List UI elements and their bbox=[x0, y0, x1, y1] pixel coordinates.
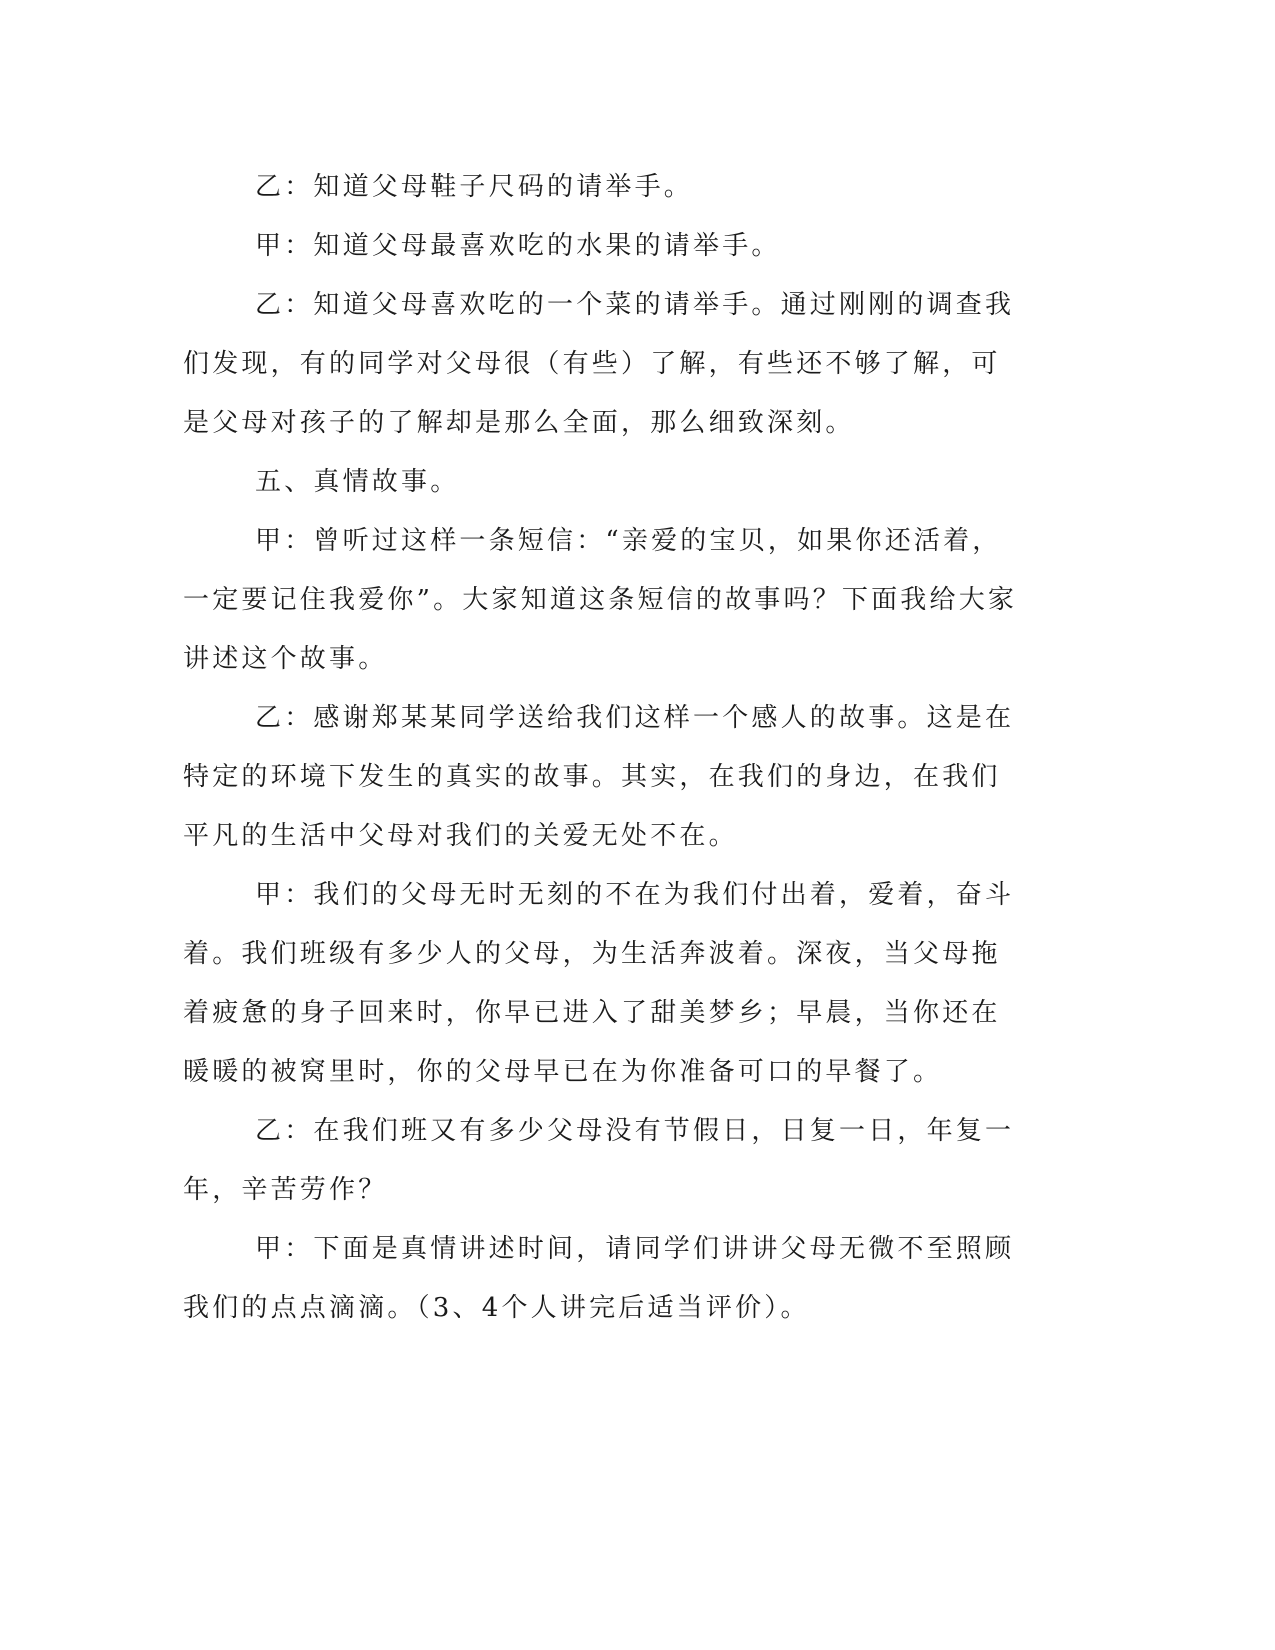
paragraph-1: 乙：知道父母鞋子尺码的请举手。 bbox=[255, 172, 694, 202]
paragraph-2: 甲：知道父母最喜欢吃的水果的请举手。 bbox=[255, 231, 781, 261]
paragraph-5: 甲：曾听过这样一条短信：“亲爱的宝贝，如果你还活着，一定要记住我爱你”。大家知道这条短信的故事吗？下面我给大家讲述这个故事。 bbox=[183, 526, 1018, 674]
document-body bbox=[183, 158, 1028, 1338]
paragraph-3: 乙：知道父母喜欢吃的一个菜的请举手。通过刚刚的调查我们发现，有的同学对父母很（有些）了解，有些还不够了解，可是父母对孩子的了解却是那么全面，那么细致深刻。 bbox=[183, 290, 1015, 438]
paragraph-6: 乙：感谢郑某某同学送给我们这样一个感人的故事。这是在特定的环境下发生的真实的故事。其实，在我们的身边，在我们平凡的生活中父母对我们的关爱无处不在。 bbox=[183, 703, 1015, 851]
paragraph-8: 乙：在我们班又有多少父母没有节假日，日复一日，年复一年，辛苦劳作？ bbox=[183, 1116, 1015, 1205]
paragraph-9: 甲：下面是真情讲述时间，请同学们讲讲父母无微不至照顾我们的点点滴滴。（3、4个人讲完后适当评价）。 bbox=[183, 1234, 1015, 1323]
paragraph-7: 甲：我们的父母无时无刻的不在为我们付出着，爱着，奋斗着。我们班级有多少人的父母，为生活奔波着。深夜，当父母拖着疲惫的身子回来时，你早已进入了甜美梦乡；早晨，当你还在暖暖的被窝里时，你的父母早已在为你准备可口的早餐了。 bbox=[183, 880, 1015, 1087]
section-heading: 五、真情故事。 bbox=[255, 467, 460, 497]
